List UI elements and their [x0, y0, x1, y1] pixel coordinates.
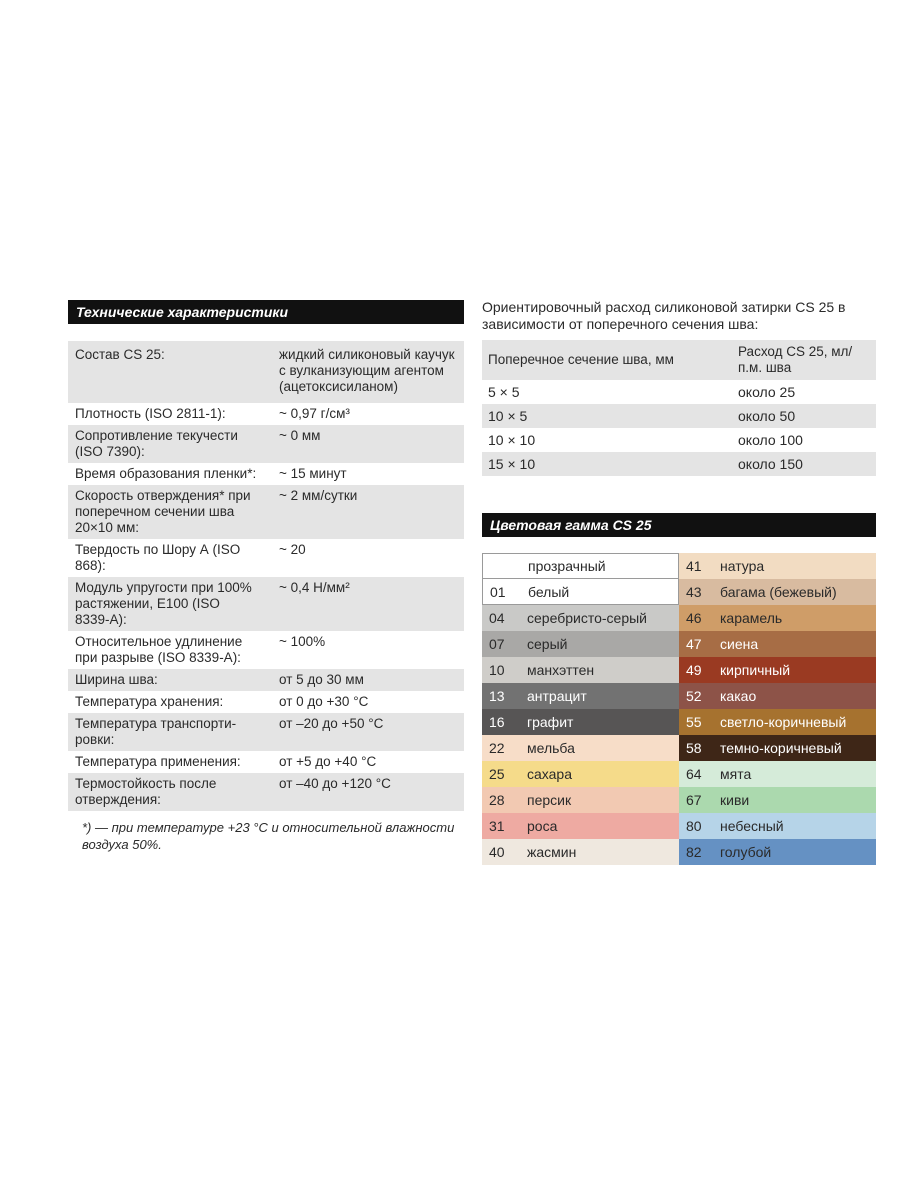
color-swatch — [482, 579, 679, 605]
tech-label: Ширина шва: — [68, 669, 264, 691]
color-swatch — [482, 735, 679, 761]
color-swatch — [679, 761, 876, 787]
tech-label: Твердость по Шору А (ISO 868): — [68, 539, 264, 577]
color-code: 52 — [686, 688, 702, 704]
consumption-header-row — [482, 340, 876, 380]
colors-header: Цветовая гамма CS 25 — [482, 513, 876, 537]
color-swatch — [679, 787, 876, 813]
color-name: светло-коричневый — [720, 714, 847, 730]
right-column — [482, 300, 876, 865]
color-name: прозрачный — [528, 558, 606, 574]
tech-row — [68, 631, 464, 669]
consumption-section: 5 × 5 — [482, 380, 724, 404]
consumption-amount: около 25 — [724, 380, 876, 404]
color-row — [482, 761, 876, 787]
color-name: белый — [528, 583, 570, 600]
color-code: 31 — [489, 818, 505, 834]
color-name: роса — [527, 818, 558, 834]
color-name: киви — [720, 792, 750, 808]
color-name: мята — [720, 766, 752, 782]
color-code: 28 — [489, 792, 505, 808]
tech-row — [68, 341, 464, 403]
color-code: 58 — [686, 740, 702, 756]
tech-value: ~ 0 мм — [264, 425, 464, 463]
color-row — [482, 631, 876, 657]
color-row — [482, 553, 876, 579]
color-code: 07 — [489, 636, 505, 652]
tech-label: Плотность (ISO 2811-1): — [68, 403, 264, 425]
tech-row — [68, 751, 464, 773]
tech-label: Модуль упругости при 100% растяжении, E100 (ISO 8339-A): — [68, 577, 264, 631]
color-swatch — [482, 683, 679, 709]
color-name: натура — [720, 558, 765, 574]
consumption-col-amount: Расход CS 25, мл/п.м. шва — [724, 340, 876, 380]
tech-label: Температура транспорти-ровки: — [68, 713, 264, 751]
consumption-row — [482, 428, 876, 452]
consumption-row — [482, 404, 876, 428]
tech-row — [68, 577, 464, 631]
color-swatch — [482, 839, 679, 865]
color-name: сиена — [720, 636, 759, 652]
color-swatch — [679, 631, 876, 657]
tech-row — [68, 485, 464, 539]
color-row — [482, 683, 876, 709]
consumption-section: 10 × 10 — [482, 428, 724, 452]
color-row — [482, 579, 876, 605]
consumption-title: Ориентировочный расход силиконовой затирки CS 25 в зависимости от поперечного сечения шва: — [482, 299, 846, 332]
consumption-row — [482, 380, 876, 404]
color-row — [482, 735, 876, 761]
color-swatch — [482, 657, 679, 683]
tech-value: от +5 до +40 °C — [264, 751, 464, 773]
color-name: жасмин — [527, 844, 577, 860]
color-swatch — [482, 813, 679, 839]
color-swatch — [679, 553, 876, 579]
color-swatch — [679, 657, 876, 683]
color-row — [482, 657, 876, 683]
color-name: серый — [527, 636, 568, 652]
color-name: темно-коричневый — [720, 740, 842, 756]
tech-value: ~ 0,4 Н/мм² — [264, 577, 464, 631]
color-swatch — [482, 709, 679, 735]
tech-label: Состав CS 25: — [68, 341, 264, 403]
color-name: манхэттен — [527, 662, 595, 678]
color-name: сахара — [527, 766, 572, 782]
tech-label: Температура применения: — [68, 751, 264, 773]
color-code: 16 — [489, 714, 505, 730]
tech-value: от 5 до 30 мм — [264, 669, 464, 691]
tech-value: ~ 0,97 г/см³ — [264, 403, 464, 425]
tech-value: от 0 до +30 °C — [264, 691, 464, 713]
tech-label: Сопротивление текучести (ISO 7390): — [68, 425, 264, 463]
color-swatch — [482, 605, 679, 631]
tech-value: от –40 до +120 °C — [264, 773, 464, 811]
tech-value: ~ 100% — [264, 631, 464, 669]
color-swatch — [482, 553, 679, 579]
footnote: *) — при температуре +23 °C и относительной влажности воздуха 50%. — [82, 820, 455, 852]
tech-row — [68, 425, 464, 463]
color-row — [482, 813, 876, 839]
color-code: 40 — [489, 844, 505, 860]
color-code: 64 — [686, 766, 702, 782]
color-swatch — [679, 839, 876, 865]
tech-value: жидкий силиконовый каучук с вулканизующим агентом (ацетоксисиланом) — [264, 341, 464, 403]
color-name: антрацит — [527, 688, 587, 704]
tech-label: Относительное удлинение при разрыве (ISO 8339-A): — [68, 631, 264, 669]
color-code: 47 — [686, 636, 702, 652]
color-code: 82 — [686, 844, 702, 860]
color-name: мельба — [527, 740, 575, 756]
color-swatch — [482, 787, 679, 813]
tech-table — [68, 341, 464, 811]
consumption-amount: около 50 — [724, 404, 876, 428]
color-name: небесный — [720, 818, 784, 834]
color-name: графит — [527, 714, 574, 730]
consumption-amount: около 150 — [724, 452, 876, 476]
color-code: 04 — [489, 610, 505, 626]
color-name: кирпичный — [720, 662, 791, 678]
color-code: 49 — [686, 662, 702, 678]
color-code: 13 — [489, 688, 505, 704]
color-code: 22 — [489, 740, 505, 756]
color-swatch — [679, 813, 876, 839]
color-code: 10 — [489, 662, 505, 678]
color-name: карамель — [720, 610, 783, 626]
consumption-amount: около 100 — [724, 428, 876, 452]
color-name: какао — [720, 688, 757, 704]
consumption-section: 10 × 5 — [482, 404, 724, 428]
color-name: багама (бежевый) — [720, 584, 837, 600]
tech-header: Технические характеристики — [68, 300, 464, 324]
tech-label: Термостойкость после отверждения: — [68, 773, 264, 811]
consumption-row — [482, 452, 876, 476]
color-swatch — [679, 579, 876, 605]
tech-label: Температура хранения: — [68, 691, 264, 713]
color-row — [482, 605, 876, 631]
tech-row — [68, 713, 464, 751]
color-row — [482, 839, 876, 865]
color-swatch — [679, 605, 876, 631]
tech-label: Скорость отверждения* при поперечном сечении шва 20×10 мм: — [68, 485, 264, 539]
color-name: голубой — [720, 844, 772, 860]
consumption-table — [482, 340, 876, 476]
color-swatch — [679, 683, 876, 709]
color-name: серебристо-серый — [527, 610, 647, 626]
color-code: 67 — [686, 792, 702, 808]
tech-row — [68, 463, 464, 485]
color-swatch — [482, 761, 679, 787]
tech-label: Время образования пленки*: — [68, 463, 264, 485]
color-name: персик — [527, 792, 572, 808]
color-grid — [482, 553, 876, 865]
color-swatch — [679, 709, 876, 735]
color-code: 46 — [686, 610, 702, 626]
tech-row — [68, 669, 464, 691]
color-code: 41 — [686, 558, 702, 574]
color-code: 55 — [686, 714, 702, 730]
color-swatch — [482, 631, 679, 657]
consumption-section: 15 × 10 — [482, 452, 724, 476]
tech-value: от –20 до +50 °C — [264, 713, 464, 751]
tech-row — [68, 539, 464, 577]
tech-row — [68, 691, 464, 713]
tech-row — [68, 773, 464, 811]
color-code: 43 — [686, 584, 702, 600]
color-swatch — [679, 735, 876, 761]
color-code: 01 — [490, 583, 506, 600]
color-code: 25 — [489, 766, 505, 782]
tech-value: ~ 15 минут — [264, 463, 464, 485]
tech-value: ~ 20 — [264, 539, 464, 577]
color-row — [482, 709, 876, 735]
color-row — [482, 787, 876, 813]
color-code: 80 — [686, 818, 702, 834]
tech-section — [68, 300, 464, 853]
tech-value: ~ 2 мм/сутки — [264, 485, 464, 539]
tech-row — [68, 403, 464, 425]
consumption-col-section: Поперечное сечение шва, мм — [482, 340, 724, 380]
